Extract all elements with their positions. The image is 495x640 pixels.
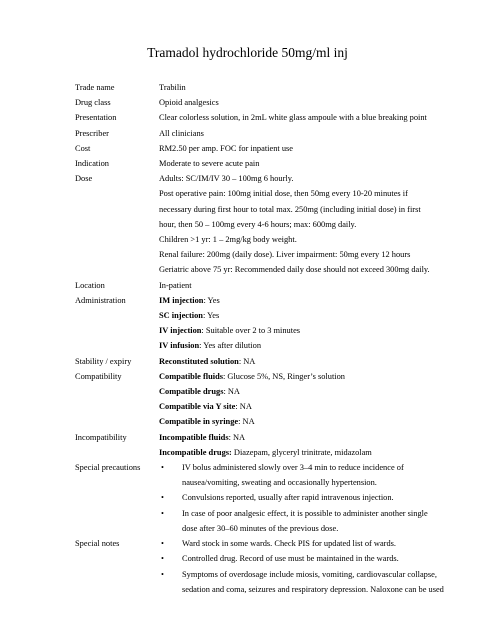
bullet-icon: • xyxy=(161,508,164,518)
row-presentation xyxy=(75,110,485,125)
row-dose xyxy=(75,171,485,277)
route-item xyxy=(159,338,485,353)
row-value xyxy=(159,171,485,277)
bullet-line: IV bolus administered slowly over 3–4 min to reduce incidence of xyxy=(182,463,404,473)
row-value xyxy=(159,536,485,597)
row-value: Opioid analgesics xyxy=(159,98,219,108)
compat-value: : NA xyxy=(235,402,252,412)
bullet-text xyxy=(182,506,485,536)
incompat-key: Incompatible fluids xyxy=(159,432,229,442)
row-location xyxy=(75,278,485,293)
row-label: Cost xyxy=(75,143,91,153)
dose-line: Post operative pain: 100mg initial dose, then 50mg every 10-20 minutes if xyxy=(159,189,408,199)
route-item xyxy=(159,293,485,308)
compat-key: Compatible fluids xyxy=(159,371,223,381)
route-item xyxy=(159,308,485,323)
route-key: SC injection xyxy=(159,311,203,321)
row-value xyxy=(159,369,485,430)
row-label: Trade name xyxy=(75,83,115,92)
row-incompatibility xyxy=(75,430,485,460)
row-label: Drug class xyxy=(75,98,111,108)
compat-key: Compatible in syringe xyxy=(159,417,239,427)
compat-item xyxy=(159,414,485,429)
row-indication xyxy=(75,156,485,171)
route-key: IV infusion xyxy=(159,341,200,351)
row-label: Presentation xyxy=(75,113,117,123)
bullet-item xyxy=(159,460,485,490)
bullet-item xyxy=(159,506,485,536)
bullet-line: Convulsions reported, usually after rapid intravenous injection. xyxy=(182,493,394,503)
compat-value: : Glucose 5%, NS, Ringer’s solution xyxy=(223,371,345,381)
row-trade-name xyxy=(75,80,485,95)
route-value: : Yes after dilution xyxy=(199,341,262,351)
dose-line: Children >1 yr: 1 – 2mg/kg body weight. xyxy=(159,235,297,245)
dose-line: Renal failure: 200mg (daily dose). Liver impairment: 50mg every 12 hours xyxy=(159,250,411,260)
row-special-precautions xyxy=(75,460,485,536)
bullet-icon: • xyxy=(161,554,164,564)
row-stability xyxy=(75,354,485,369)
bullet-item xyxy=(159,551,485,566)
bullet-text xyxy=(182,551,485,566)
compat-key: Compatible drugs xyxy=(159,387,224,397)
row-label: Location xyxy=(75,280,105,290)
incompat-item xyxy=(159,430,485,445)
row-label: Compatibility xyxy=(75,371,122,381)
compat-key: Compatible via Y site xyxy=(159,402,236,412)
row-value xyxy=(159,354,485,369)
bullet-text xyxy=(182,536,485,551)
incompat-value: Diazepam, glyceryl trinitrate, midazolam xyxy=(231,447,372,457)
bullet-line: sedation and coma, seizures and respiratory depression. Naloxone can be used xyxy=(182,584,444,594)
bullet-icon: • xyxy=(161,493,164,503)
row-value xyxy=(159,430,485,460)
route-value: : Suitable over 2 to 3 minutes xyxy=(201,326,301,336)
bullet-text xyxy=(182,490,485,505)
row-label: Dose xyxy=(75,174,93,184)
bullet-icon: • xyxy=(161,539,164,549)
bullet-line: In case of poor analgesic effect, it is possible to administer another single xyxy=(182,508,428,518)
route-key: IM injection xyxy=(159,295,204,305)
row-value: Trabilin xyxy=(159,83,186,92)
bullet-icon: • xyxy=(161,569,164,579)
bullet-icon: • xyxy=(161,463,164,473)
compat-item xyxy=(159,369,485,384)
row-label: Indication xyxy=(75,159,109,169)
route-item xyxy=(159,323,485,338)
row-label: Incompatibility xyxy=(75,432,127,442)
incompat-key: Incompatible drugs: xyxy=(159,447,232,457)
row-value: Moderate to severe acute pain xyxy=(159,159,260,169)
bullet-text xyxy=(182,567,485,597)
row-prescriber xyxy=(75,126,485,141)
bullet-item xyxy=(159,490,485,505)
row-value: All clinicians xyxy=(159,128,204,138)
bullet-item xyxy=(159,536,485,551)
bullet-line: dose after 30–60 minutes of the previous dose. xyxy=(182,523,339,533)
incompat-value: : NA xyxy=(228,432,246,442)
route-key: IV injection xyxy=(159,326,202,336)
stability-key: Reconstituted solution xyxy=(159,356,239,366)
row-special-notes xyxy=(75,536,485,597)
compat-value: : NA xyxy=(223,387,240,397)
compat-item xyxy=(159,384,485,399)
compat-value: : NA xyxy=(238,417,255,427)
compat-item xyxy=(159,399,485,414)
bullet-text xyxy=(182,460,485,490)
row-compatibility xyxy=(75,369,485,430)
row-cost xyxy=(75,141,485,156)
row-value xyxy=(159,460,485,536)
dose-line: hour, then 50 – 100mg every 4-6 hours; max: 600mg daily. xyxy=(159,219,357,229)
row-label: Special notes xyxy=(75,539,120,549)
row-value: In-patient xyxy=(159,280,192,290)
row-label: Administration xyxy=(75,295,126,305)
bullet-line: Controlled drug. Record of use must be maintained in the wards. xyxy=(182,554,399,564)
stability-value: : NA xyxy=(238,356,256,366)
bullet-line: Symptoms of overdosage include miosis, vomiting, cardiovascular collapse, xyxy=(182,569,437,579)
row-administration xyxy=(75,293,485,354)
drug-info-table xyxy=(75,80,485,597)
dose-line: Adults: SC/IM/IV 30 – 100mg 6 hourly. xyxy=(159,174,294,184)
incompat-item xyxy=(159,445,485,460)
row-value xyxy=(159,293,485,354)
row-drug-class xyxy=(75,95,485,110)
row-label: Prescriber xyxy=(75,128,109,138)
dose-line: Geriatric above 75 yr: Recommended daily dose should not exceed 300mg daily. xyxy=(159,265,430,275)
route-value: : Yes xyxy=(202,311,220,321)
bullet-line: Ward stock in some wards. Check PIS for updated list of wards. xyxy=(182,539,397,549)
route-value: : Yes xyxy=(203,295,220,305)
page-title: Tramadol hydrochloride 50mg/ml inj xyxy=(147,45,348,60)
row-value: RM2.50 per amp. FOC for inpatient use xyxy=(159,143,293,153)
row-label: Stability / expiry xyxy=(75,356,132,366)
bullet-line: nausea/vomiting, sweating and occasionally hypertension. xyxy=(182,478,377,488)
bullet-item xyxy=(159,567,485,597)
dose-line: necessary during first hour to total max. 250mg (including initial dose) in first xyxy=(159,204,421,214)
row-value: Clear colorless solution, in 2mL white glass ampoule with a blue breaking point xyxy=(159,113,427,123)
row-label: Special precautions xyxy=(75,463,141,473)
